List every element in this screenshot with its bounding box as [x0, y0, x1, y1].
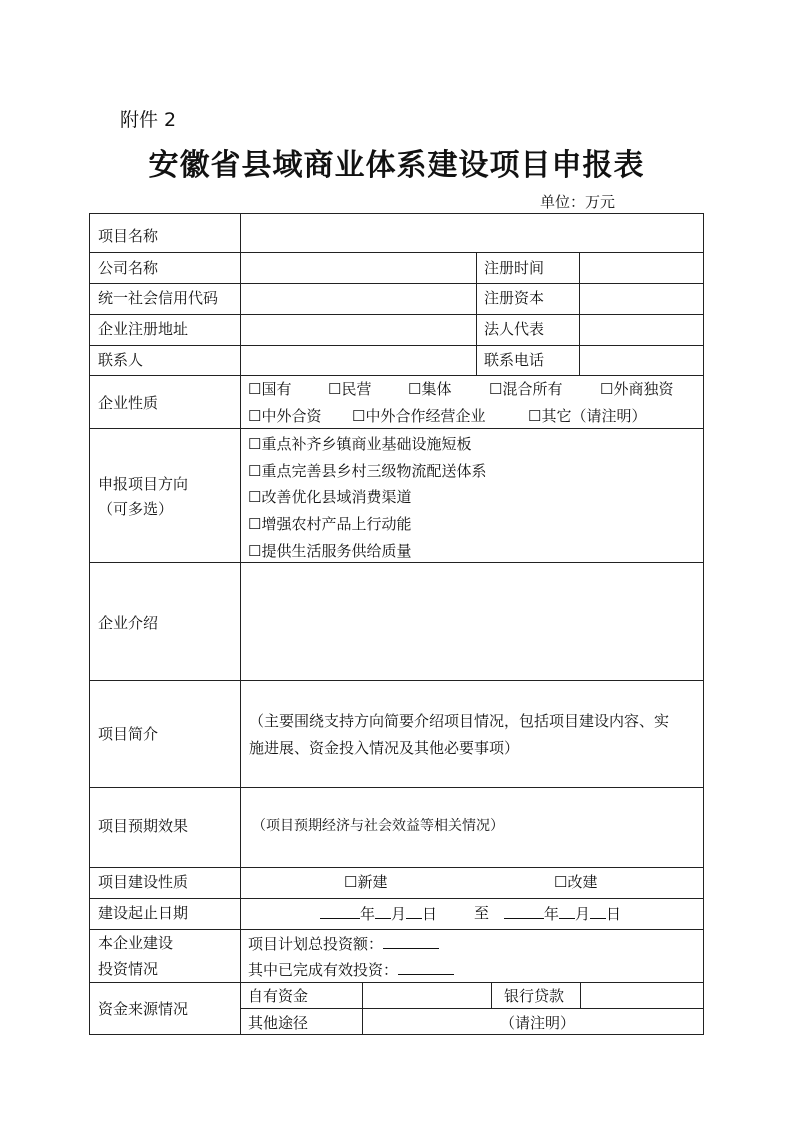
register-capital-field[interactable]	[586, 288, 696, 308]
company-name-label: 公司名称	[98, 259, 159, 277]
attachment-label: 附件 2	[120, 109, 177, 131]
planned-investment[interactable]	[248, 933, 439, 954]
row-line	[89, 428, 704, 429]
nature-option-other[interactable]: ☐其它（请注明）	[528, 407, 647, 425]
register-address-field[interactable]	[248, 319, 473, 339]
funding-label: 资金来源情况	[98, 1000, 189, 1018]
col-line	[240, 213, 241, 1035]
contact-phone-label: 联系电话	[484, 351, 545, 369]
project-brief-hint-2: 施进展、资金投入情况及其他必要事项）	[249, 739, 520, 757]
end-day-blank[interactable]	[590, 903, 606, 919]
start-month-blank[interactable]	[375, 903, 391, 919]
page-title: 安徽省县域商业体系建设项目申报表	[148, 148, 645, 183]
completed-investment-blank[interactable]	[398, 959, 454, 975]
col-line	[491, 982, 492, 1008]
end-month-blank[interactable]	[559, 903, 575, 919]
row-line	[89, 867, 704, 868]
row-line	[89, 252, 704, 253]
legal-rep-field[interactable]	[586, 319, 696, 339]
build-nature-rebuild[interactable]: ☐改建	[554, 873, 598, 891]
expected-effect-hint: （项目预期经济与社会效益等相关情况）	[252, 818, 504, 834]
row-line	[89, 562, 704, 563]
bank-loan-field[interactable]	[586, 986, 696, 1006]
row-line	[89, 929, 704, 930]
planned-investment-blank[interactable]	[383, 933, 439, 949]
start-year-unit: 年	[360, 905, 376, 923]
direction-label-note: （可多选）	[98, 500, 174, 518]
contact-person-label: 联系人	[98, 351, 144, 369]
nature-option-private[interactable]: ☐民营	[328, 380, 372, 398]
end-day-unit: 日	[606, 905, 622, 923]
start-year-blank[interactable]	[320, 903, 360, 919]
contact-phone-field[interactable]	[586, 350, 696, 370]
credit-code-field[interactable]	[248, 288, 473, 308]
register-time-field[interactable]	[586, 258, 696, 278]
unit-label: 单位：万元	[540, 193, 616, 211]
nature-option-foreign[interactable]: ☐外商独资	[600, 380, 674, 398]
col-line	[579, 252, 580, 375]
start-day-unit: 日	[422, 905, 438, 923]
project-brief-label: 项目简介	[98, 725, 159, 743]
nature-option-jv[interactable]: ☐中外合资	[248, 407, 322, 425]
end-date[interactable]	[504, 903, 621, 924]
build-dates-label: 建设起止日期	[98, 904, 189, 922]
direction-option-2[interactable]: ☐重点完善县乡村三级物流配送体系	[248, 462, 487, 480]
credit-code-label: 统一社会信用代码	[98, 289, 219, 307]
direction-option-4[interactable]: ☐增强农村产品上行动能	[248, 515, 412, 533]
direction-option-1[interactable]: ☐重点补齐乡镇商业基础设施短板	[248, 435, 472, 453]
project-brief-hint-1: （主要围绕支持方向简要介绍项目情况，包括项目建设内容、实	[249, 712, 670, 730]
col-line	[362, 982, 363, 1035]
contact-person-field[interactable]	[248, 350, 473, 370]
nature-option-state[interactable]: ☐国有	[248, 380, 292, 398]
project-name-label: 项目名称	[98, 227, 159, 245]
nature-option-collective[interactable]: ☐集体	[408, 380, 452, 398]
row-line	[89, 982, 704, 983]
row-line	[89, 787, 704, 788]
bank-loan-label: 银行贷款	[504, 987, 565, 1005]
own-funds-label: 自有资金	[248, 987, 309, 1005]
direction-label: 申报项目方向	[98, 475, 189, 493]
row-line	[89, 283, 704, 284]
investment-label-1: 本企业建设	[98, 934, 174, 952]
start-month-unit: 月	[391, 905, 407, 923]
start-date[interactable]	[320, 903, 437, 924]
date-to-label: 至	[474, 904, 490, 922]
direction-option-5[interactable]: ☐提供生活服务供给质量	[248, 542, 412, 560]
direction-option-3[interactable]: ☐改善优化县域消费渠道	[248, 488, 412, 506]
register-capital-label: 注册资本	[484, 289, 545, 307]
own-funds-field[interactable]	[366, 986, 486, 1006]
register-time-label: 注册时间	[484, 259, 545, 277]
start-day-blank[interactable]	[406, 903, 422, 919]
other-source-label: 其他途径	[248, 1014, 309, 1032]
row-line	[89, 680, 704, 681]
completed-investment-label: 其中已完成有效投资：	[248, 961, 399, 979]
row-line	[89, 314, 704, 315]
register-address-label: 企业注册地址	[98, 320, 189, 338]
col-line	[580, 982, 581, 1008]
row-line	[89, 345, 704, 346]
other-source-note[interactable]: （请注明）	[500, 1014, 576, 1032]
planned-investment-label: 项目计划总投资额：	[248, 935, 384, 953]
completed-investment[interactable]	[248, 959, 454, 980]
company-intro-field[interactable]	[248, 570, 698, 675]
end-month-unit: 月	[575, 905, 591, 923]
end-year-unit: 年	[544, 905, 560, 923]
project-name-field[interactable]	[248, 226, 698, 246]
row-line	[89, 375, 704, 376]
expected-effect-label: 项目预期效果	[98, 817, 189, 835]
col-line	[476, 252, 477, 375]
build-nature-new[interactable]: ☐新建	[344, 873, 388, 891]
row-line	[240, 1008, 704, 1009]
nature-label: 企业性质	[98, 394, 159, 412]
build-nature-label: 项目建设性质	[98, 873, 189, 891]
nature-option-coop[interactable]: ☐中外合作经营企业	[352, 407, 486, 425]
nature-option-mixed[interactable]: ☐混合所有	[489, 380, 563, 398]
investment-label-2: 投资情况	[98, 960, 159, 978]
end-year-blank[interactable]	[504, 903, 544, 919]
legal-rep-label: 法人代表	[484, 320, 545, 338]
company-name-field[interactable]	[248, 258, 473, 278]
row-line	[89, 898, 704, 899]
company-intro-label: 企业介绍	[98, 614, 159, 632]
